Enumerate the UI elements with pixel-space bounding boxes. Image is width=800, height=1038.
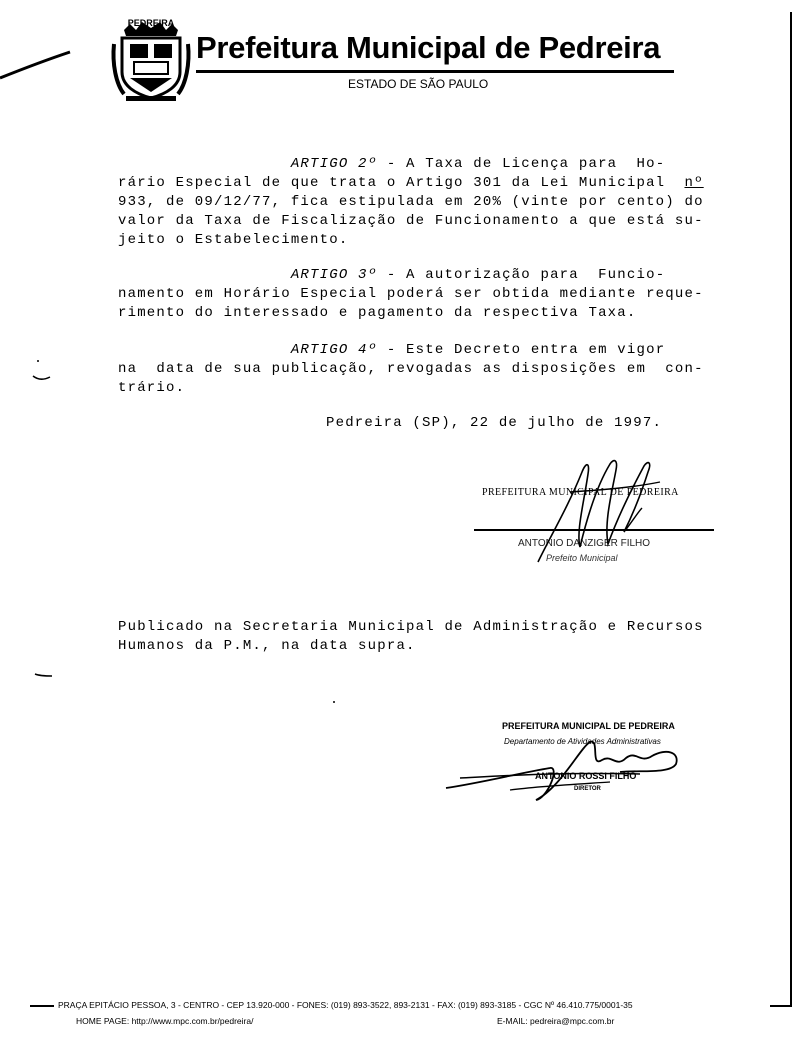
director-stamp-org: PREFEITURA MUNICIPAL DE PEDREIRA bbox=[502, 721, 675, 731]
article-2-number-abbrev: nº bbox=[684, 175, 704, 191]
publication-line-2: Humanos da P.M., na data supra. bbox=[118, 638, 416, 654]
article-2-line-3: 933, de 09/12/77, fica estipulada em 20% (vinte por cento) do bbox=[118, 194, 704, 210]
margin-dot bbox=[36, 358, 40, 364]
coat-of-arms-icon bbox=[110, 14, 192, 106]
director-name: ANTONIO ROSSI FILHO bbox=[535, 771, 637, 781]
title-underline bbox=[196, 70, 674, 73]
article-2-paragraph bbox=[118, 155, 704, 250]
article-3-line-1: - A autorização para Funcio- bbox=[377, 267, 666, 283]
scan-dot bbox=[332, 700, 336, 704]
article-4-line-1: - Este Decreto entra em vigor bbox=[377, 342, 666, 358]
article-3-line-3: rimento do interessado e pagamento da respectiva Taxa. bbox=[118, 305, 637, 321]
article-4-line-2: na data de sua publicação, revogadas as disposições em con- bbox=[118, 361, 704, 377]
document-date: Pedreira (SP), 22 de julho de 1997. bbox=[326, 415, 663, 431]
article-3-line-2: namento em Horário Especial poderá ser obtida mediante reque- bbox=[118, 286, 704, 302]
organization-title: Prefeitura Municipal de Pedreira bbox=[196, 30, 661, 65]
publication-note bbox=[118, 618, 704, 656]
article-3-label: ARTIGO 3º bbox=[290, 267, 378, 283]
director-signature bbox=[440, 728, 690, 803]
article-3-paragraph bbox=[118, 266, 704, 323]
state-subtitle: ESTADO DE SÃO PAULO bbox=[348, 77, 489, 91]
margin-mark bbox=[34, 670, 54, 680]
signatory-role: Prefeito Municipal bbox=[546, 553, 618, 563]
article-4-line-3: trário. bbox=[118, 380, 186, 396]
article-2-line-5: jeito o Estabelecimento. bbox=[118, 232, 349, 248]
footer-homepage: HOME PAGE: http://www.mpc.com.br/pedreira/ bbox=[76, 1016, 254, 1026]
article-2-line-4: valor da Taxa de Fiscalização de Funcionamento a que está su- bbox=[118, 213, 704, 229]
mayor-signature bbox=[520, 452, 680, 567]
footer-rule-left bbox=[30, 1005, 54, 1007]
page-border-right bbox=[790, 12, 792, 1007]
footer-email: E-MAIL: pedreira@mpc.com.br bbox=[497, 1016, 615, 1026]
director-role: DIRETOR bbox=[574, 786, 601, 792]
signatory-name: ANTONIO DANZIGER FILHO bbox=[518, 538, 651, 549]
article-2-line-2: rário Especial de que trata o Artigo 301 da Lei Municipal bbox=[118, 175, 685, 191]
footer-rule-right bbox=[770, 1005, 790, 1007]
margin-mark bbox=[32, 372, 52, 382]
article-4-label: ARTIGO 4º bbox=[290, 342, 378, 358]
director-stamp-department: Departamento de Atividades Administrativas bbox=[504, 737, 661, 746]
publication-line-1: Publicado na Secretaria Municipal de Administração e Recursos bbox=[118, 619, 704, 635]
article-4-paragraph bbox=[118, 341, 704, 398]
signature-stamp-org: PREFEITURA MUNICIPAL DE PEDREIRA bbox=[482, 487, 679, 498]
article-2-label: ARTIGO 2º bbox=[290, 156, 378, 172]
article-2-line-1: - A Taxa de Licença para Ho- bbox=[377, 156, 666, 172]
footer-address: PRAÇA EPITÁCIO PESSOA, 3 - CENTRO - CEP 13.920-000 - FONES: (019) 893-3522, 893-2131 - FAX: (019) 893-3185 - CGC Nº 46.410.775/0001-35 bbox=[58, 1000, 633, 1010]
crest-text: PEDREIRA bbox=[127, 18, 175, 28]
